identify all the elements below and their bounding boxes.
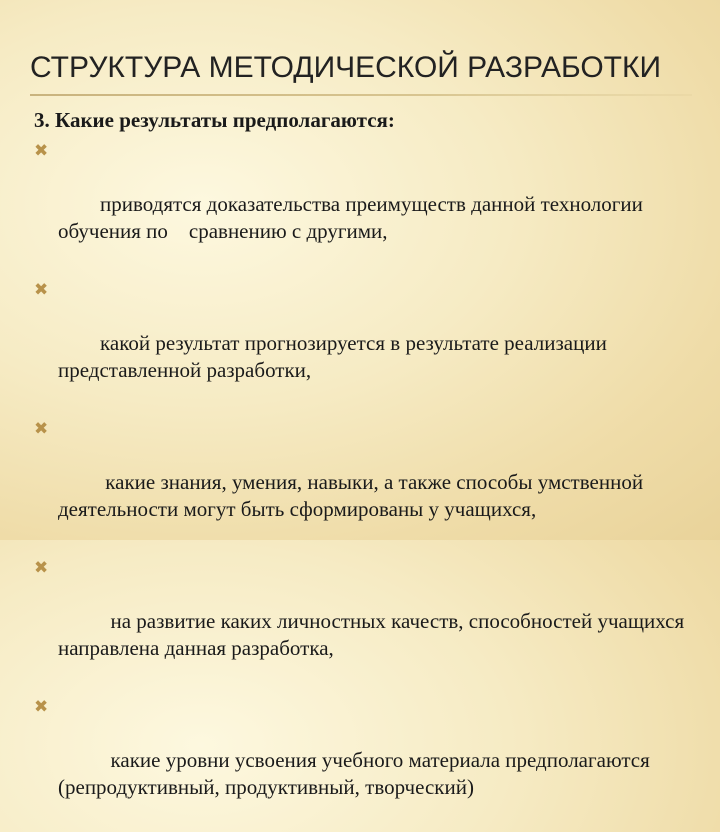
x-mark-icon: ✖ bbox=[34, 280, 49, 299]
x-mark-icon: ✖ bbox=[34, 141, 49, 160]
bullet-item bbox=[34, 693, 706, 828]
slide-content bbox=[34, 106, 706, 832]
bullet-item bbox=[34, 276, 706, 411]
section-heading: 3. Какие результаты предполагаются: bbox=[34, 108, 395, 132]
x-mark-icon: ✖ bbox=[34, 558, 49, 577]
bullet-text: какие знания, умения, навыки, а также способы умственной деятельности могут быть сформированы у учащихся, bbox=[58, 470, 649, 521]
bullet-text: приводятся доказательства преимуществ данной технологии обучения по сравнению с другими, bbox=[58, 192, 649, 243]
x-mark-icon: ✖ bbox=[34, 697, 49, 716]
slide-title: СТРУКТУРА МЕТОДИЧЕСКОЙ РАЗРАБОТКИ bbox=[30, 51, 662, 84]
bullet-text: какие уровни усвоения учебного материала предполагаются (репродуктивный, продуктивный, творческий) bbox=[58, 748, 656, 799]
bullet-list bbox=[34, 137, 706, 828]
bullet-text: на развитие каких личностных качеств, способностей учащихся направлена данная разработка, bbox=[58, 609, 690, 660]
title-divider bbox=[30, 94, 692, 96]
bullet-item bbox=[34, 415, 706, 550]
x-mark-icon: ✖ bbox=[34, 419, 49, 438]
bullet-item bbox=[34, 137, 706, 272]
bullet-item bbox=[34, 554, 706, 689]
bullet-text: какой результат прогнозируется в результате реализации представленной разработки, bbox=[58, 331, 613, 382]
